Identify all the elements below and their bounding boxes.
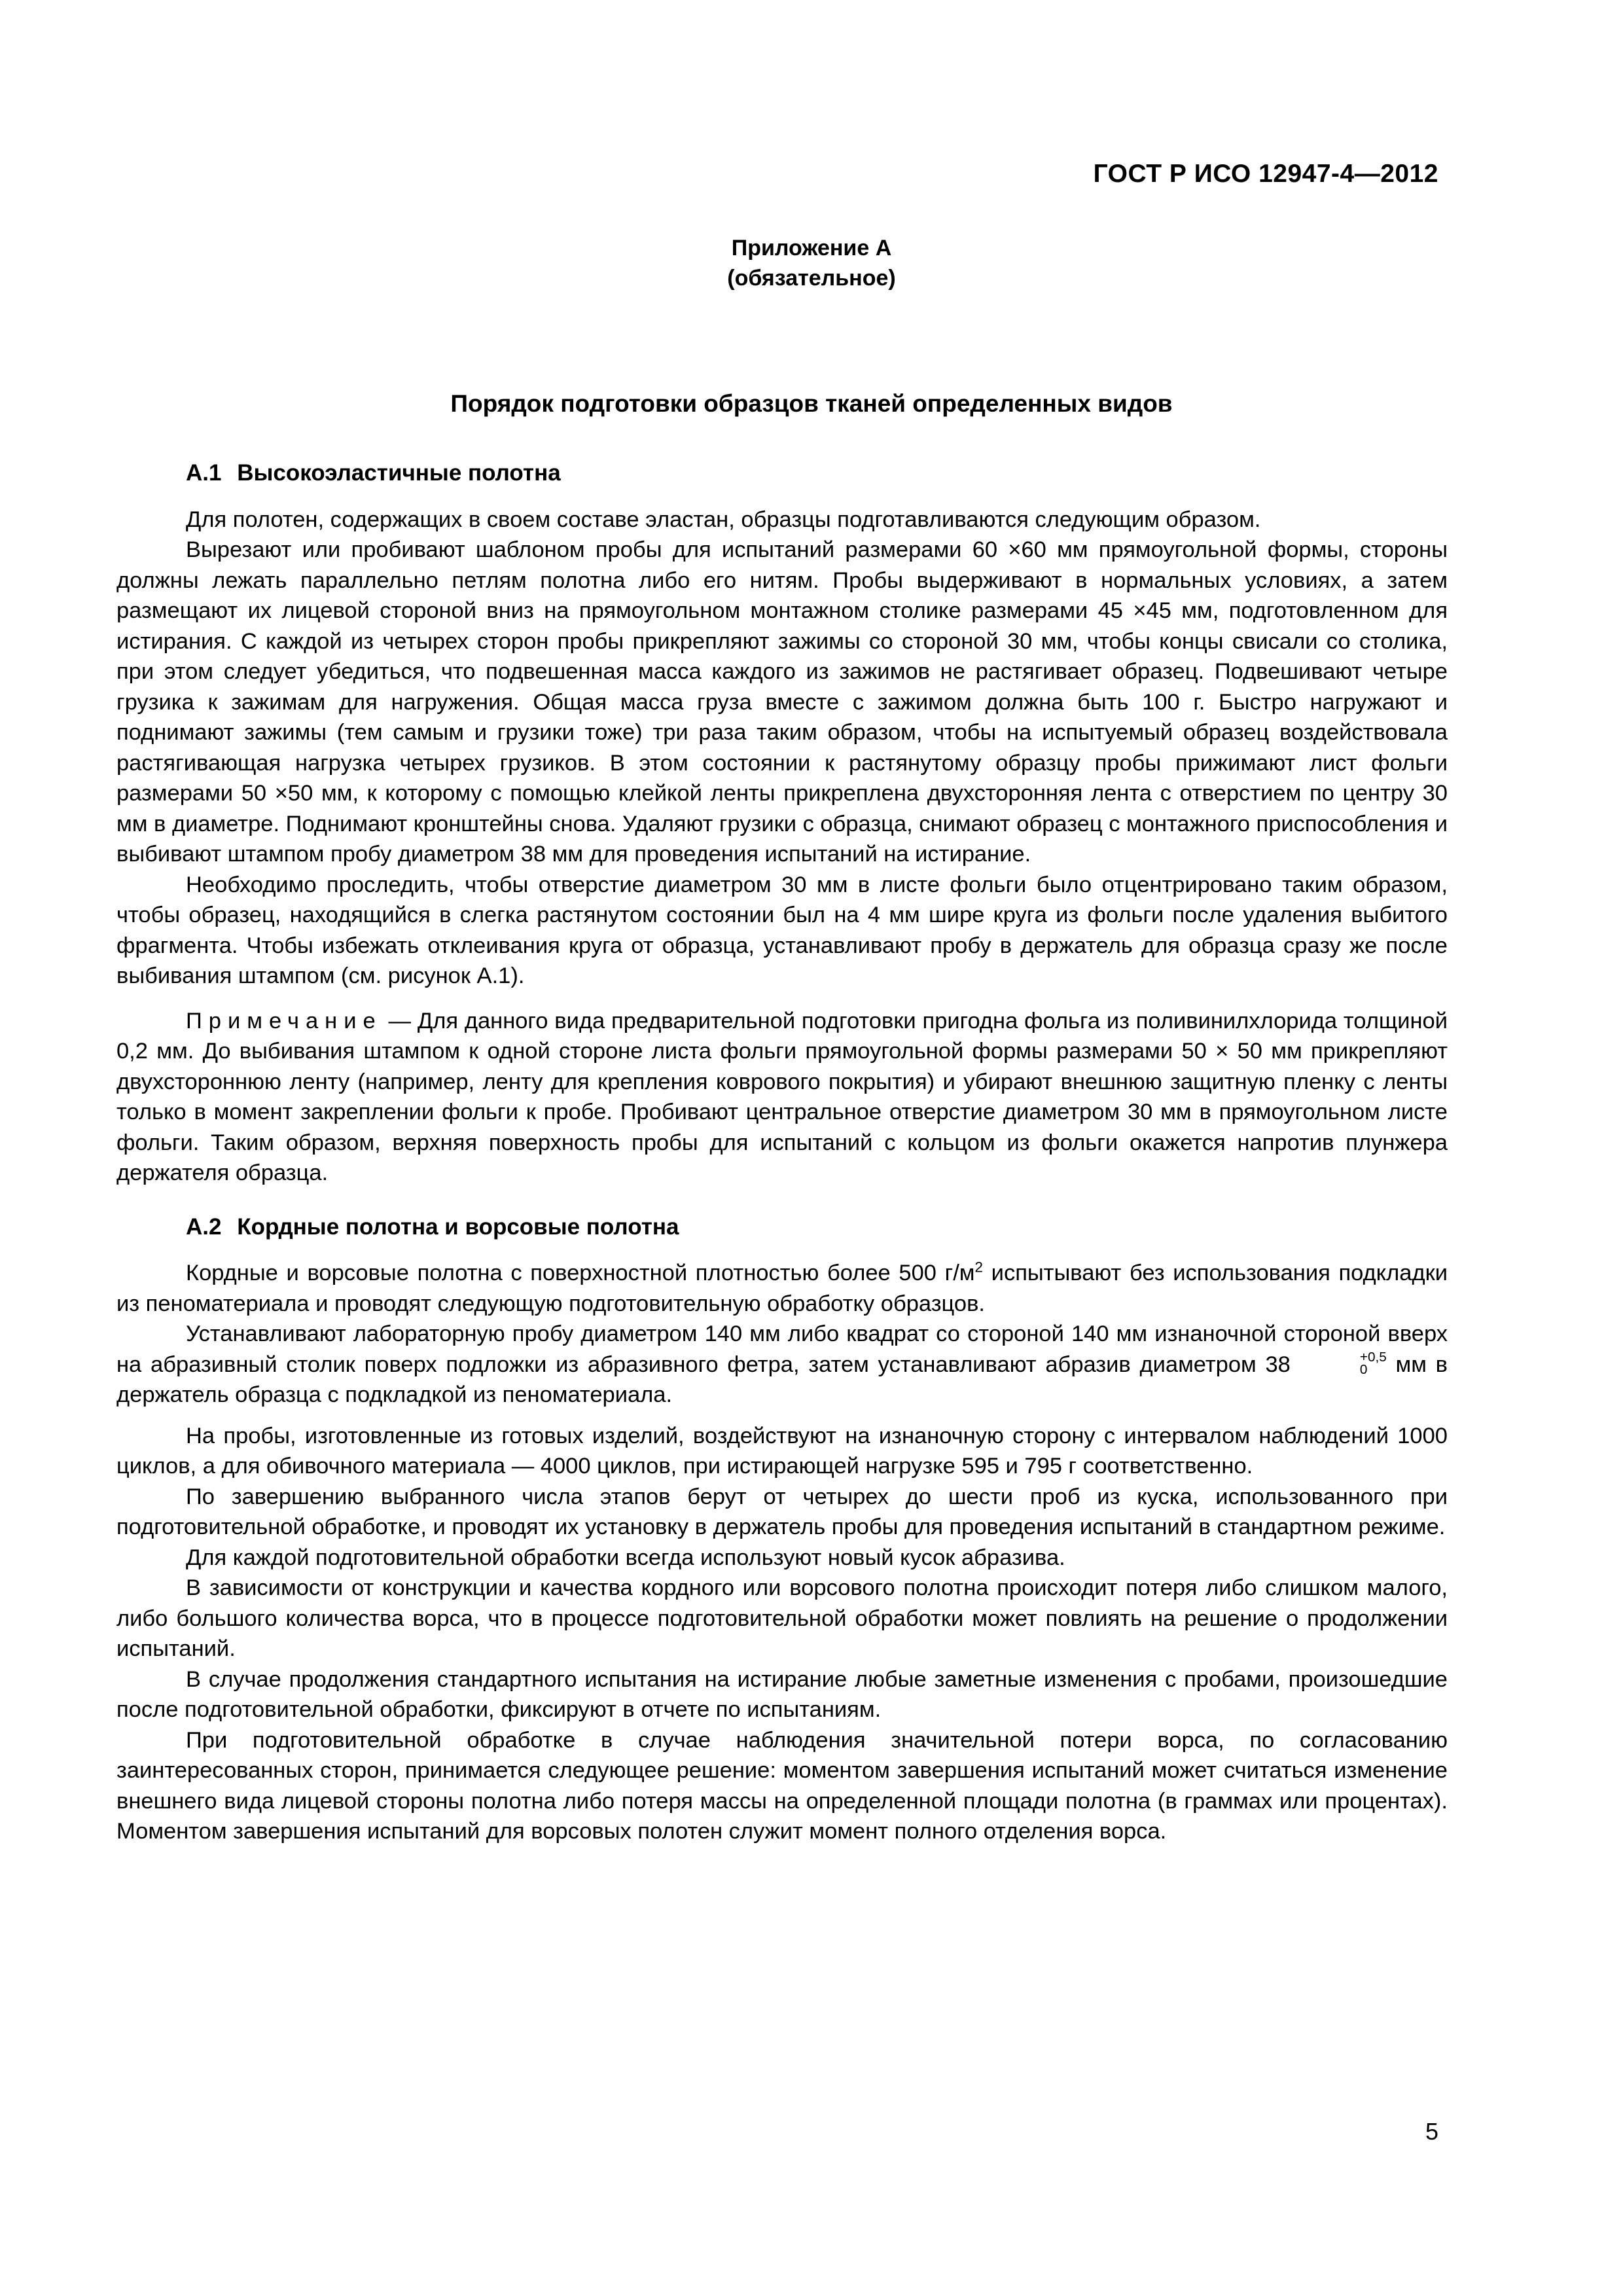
- section-number: А.1: [186, 460, 222, 486]
- tolerance-upper: +0,5: [1359, 1349, 1387, 1365]
- paragraph-text: испытывают без использования подкладки из пеноматериала и проводят следующую подготовительную обработку образцов.: [116, 1261, 1448, 1316]
- tolerance: [1291, 1349, 1387, 1377]
- tolerance-lower: 0: [1359, 1361, 1368, 1377]
- paragraph: В случае продолжения стандартного испытания на истирание любые заметные изменения с пробами, произошедшие после подготовительной обработки, фиксируют в отчете по испытаниям.: [116, 1666, 1448, 1722]
- paragraph-text: Кордные и ворсовые полотна с поверхностной плотностью более 500 г/м: [186, 1261, 975, 1285]
- paragraph: [116, 1258, 1448, 1319]
- page-number: 5: [1425, 2118, 1438, 2145]
- annex-heading: [0, 233, 1623, 293]
- paragraph: Вырезают или пробивают шаблоном пробы для испытаний размерами 60 ×60 мм прямоугольной формы, стороны должны лежать параллельно петлям полотна либо его нитям. Пробы выдерживают в нормальных условиях, а затем размещают их лицевой стороной вниз на прямоугольном монтажном столике размерами 45 ×45 мм, подготовленном для истирания. С каждой из четырех сторон пробы прикрепляют зажимы со стороной 30 мм, чтобы концы свисали со столика, при этом следует убедиться, что подвешенная масса каждого из зажимов не растягивает образец. Подвешивают четыре грузика к зажимам для нагружения. Общая масса груза вместе с зажимом должна быть 100 г. Быстро нагружают и поднимают зажимы (тем самым и грузики тоже) три раза таким образом, чтобы на испытуемый образец воздействовала растягивающая нагрузка четырех грузиков. В этом состоянии к растянутому образцу пробы прижимают лист фольги размерами 50 ×50 мм, к которому с помощью клейкой ленты прикреплена двухсторонняя лента с отверстием по центру 30 мм в диаметре. Поднимают кронштейны снова. Удаляют грузики с образца, снимают образец с монтажного приспособления и выбивают штампом пробу диаметром 38 мм для проведения испытаний на истирание.: [116, 537, 1448, 867]
- section-heading-a2: [116, 1212, 1448, 1243]
- paragraph: [116, 1319, 1448, 1410]
- paragraph: Для каждой подготовительной обработки всегда используют новый кусок абразива.: [186, 1545, 1065, 1570]
- section-title: Кордные полотна и ворсовые полотна: [237, 1213, 679, 1240]
- document-title: Порядок подготовки образцов тканей определенных видов: [450, 390, 1173, 417]
- section-number: А.2: [186, 1213, 222, 1240]
- note-label: Примечание: [186, 1008, 382, 1033]
- superscript: 2: [974, 1259, 983, 1276]
- paragraph: На пробы, изготовленные из готовых изделий, воздействуют на изнаночную сторону с интервалом наблюдений 1000 циклов, а для обивочного материала — 4000 циклов, при истирающей нагрузке 595 и 795 г соответственно.: [116, 1423, 1448, 1479]
- paragraph: При подготовительной обработке в случае наблюдения значительной потери ворса, по согласованию заинтересованных сторон, принимается следующее решение: моментом завершения испытаний может считаться изменение внешнего вида лицевой стороны полотна либо потеря массы на определенной площади полотна (в граммах или процентах). Моментом завершения испытаний для ворсовых полотен служит момент полного отделения ворса.: [116, 1727, 1448, 1844]
- paragraph: Необходимо проследить, чтобы отверстие диаметром 30 мм в листе фольги было отцентрировано таким образом, чтобы образец, находящийся в слегка растянутом состоянии был на 4 мм шире круга из фольги после удаления выбитого фрагмента. Чтобы избежать отклеивания круга от образца, устанавливают пробу в держатель для образца сразу же после выбивания штампом (см. рисунок А.1).: [116, 872, 1448, 988]
- annex-status: (обязательное): [727, 266, 896, 291]
- standard-code: ГОСТ Р ИСО 12947-4—2012: [1093, 160, 1438, 188]
- paragraph-text: Устанавливают лабораторную пробу диаметром 140 мм либо квадрат со стороной 140 мм изнаночной стороной вверх на абразивный столик поверх подложки из абразивного фетра, затем устанавливают абразив диаметром 38: [116, 1321, 1448, 1377]
- section-title: Высокоэластичные полотна: [237, 460, 561, 486]
- document-body: [116, 458, 1448, 1847]
- note-paragraph: [116, 1006, 1448, 1189]
- paragraph: Для полотен, содержащих в своем составе эластан, образцы подготавливаются следующим образом.: [186, 507, 1261, 532]
- paragraph: В зависимости от конструкции и качества кордного или ворсового полотна происходит потеря либо слишком малого, либо большого количества ворса, что в процессе подготовительной обработки может повлиять на решение о продолжении испытаний.: [116, 1575, 1448, 1661]
- annex-title: Приложение А: [731, 236, 892, 260]
- paragraph: По завершению выбранного числа этапов берут от четырех до шести проб из куска, использованного при подготовительной обработке, и проводят их установку в держатель пробы для проведения испытаний в стандартном режиме.: [116, 1484, 1448, 1539]
- note-text: — Для данного вида предварительной подготовки пригодна фольга из поливинилхлорида толщиной 0,2 мм. До выбивания штампом к одной стороне листа фольги прямоугольной формы размерами 50 × 50 мм прикрепляют двухстороннюю ленту (например, ленту для крепления коврового покрытия) и убирают внешнюю защитную пленку с ленты только в момент закреплении фольги к пробе. Пробивают центральное отверстие диаметром 30 мм в прямоугольном листе фольги. Таким образом, верхняя поверхность пробы для испытаний с кольцом из фольги окажется напротив плунжера держателя образца.: [116, 1008, 1448, 1185]
- section-heading-a1: [116, 458, 1448, 489]
- paragraph-text: мм в держатель образца с подкладкой из пеноматериала.: [116, 1352, 1448, 1407]
